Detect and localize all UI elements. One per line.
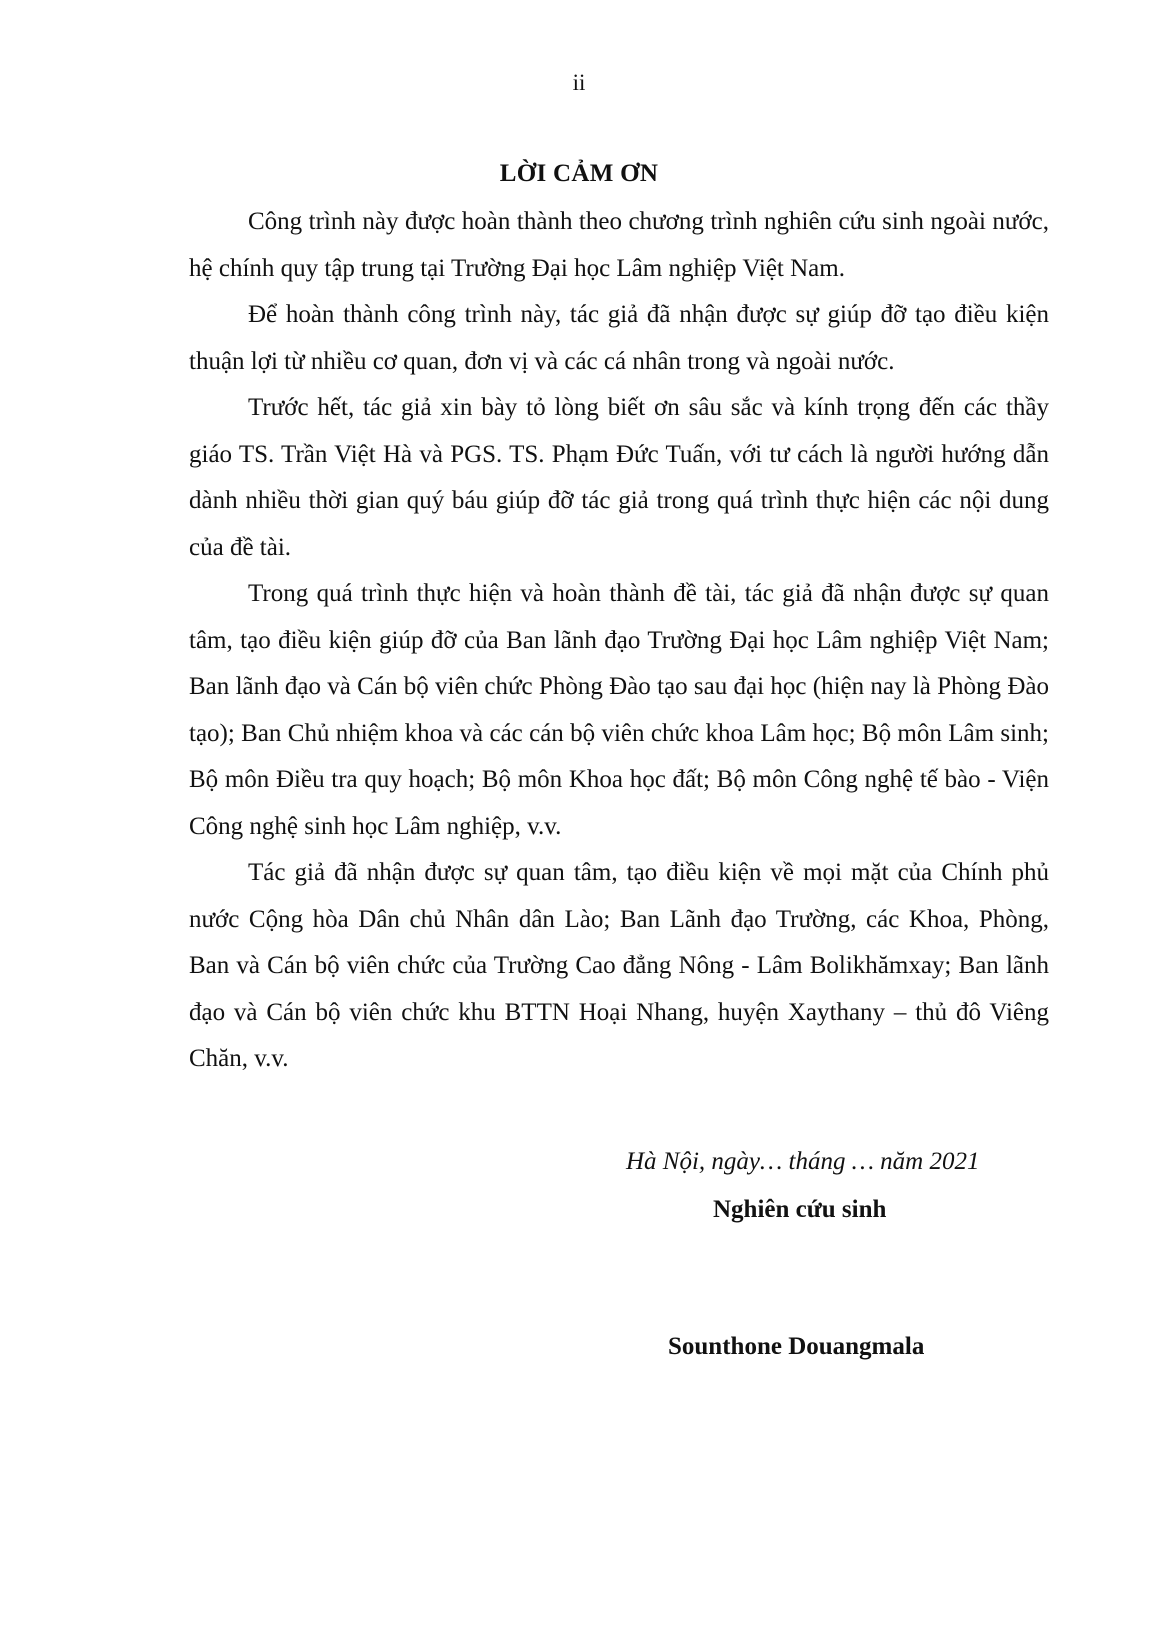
signature-date-line: Hà Nội, ngày… tháng … năm 2021: [626, 1148, 980, 1175]
page-title: LỜI CẢM ƠN: [499, 160, 659, 187]
paragraph: Trong quá trình thực hiện và hoàn thành đề tài, tác giả đã nhận được sự quan tâm, tạo điều kiện giúp đỡ của Ban lãnh đạo Trường Đại học Lâm nghiệp Việt Nam; Ban lãnh đạo và Cán bộ viên chức Phòng Đào tạo sau đại học (hiện nay là Phòng Đào tạo); Ban Chủ nhiệm khoa và các cán bộ viên chức khoa Lâm học; Bộ môn Lâm sinh; Bộ môn Điều tra quy hoạch; Bộ môn Khoa học đất; Bộ môn Công nghệ tế bào - Viện Công nghệ sinh học Lâm nghiệp, v.v.: [189, 580, 1049, 840]
page-number: ii: [572, 70, 586, 95]
signature-name: Sounthone Douangmala: [668, 1333, 925, 1360]
signature-role: Nghiên cứu sinh: [713, 1196, 887, 1223]
paragraph: Tác giả đã nhận được sự quan tâm, tạo điều kiện về mọi mặt của Chính phủ nước Cộng hòa Dân chủ Nhân dân Lào; Ban Lãnh đạo Trường, các Khoa, Phòng, Ban và Cán bộ viên chức của Trường Cao đẳng Nông - Lâm Bolikhămxay; Ban lãnh đạo và Cán bộ viên chức khu BTTN Hoại Nhang, huyện Xaythany – thủ đô Viêng Chăn, v.v.: [189, 859, 1049, 1072]
paragraph: Trước hết, tác giả xin bày tỏ lòng biết ơn sâu sắc và kính trọng đến các thầy giáo TS. Trần Việt Hà và PGS. TS. Phạm Đức Tuấn, với tư cách là người hướng dẫn dành nhiều thời gian quý báu giúp đỡ tác giả trong quá trình thực hiện các nội dung của đề tài.: [189, 394, 1049, 561]
paragraph: Công trình này được hoàn thành theo chương trình nghiên cứu sinh ngoài nước, hệ chính quy tập trung tại Trường Đại học Lâm nghiệp Việt Nam.: [189, 208, 1049, 282]
paragraph: Để hoàn thành công trình này, tác giả đã nhận được sự giúp đỡ tạo điều kiện thuận lợi từ nhiều cơ quan, đơn vị và các cá nhân trong và ngoài nước.: [189, 301, 1049, 375]
acknowledgement-body: [189, 199, 1049, 1083]
